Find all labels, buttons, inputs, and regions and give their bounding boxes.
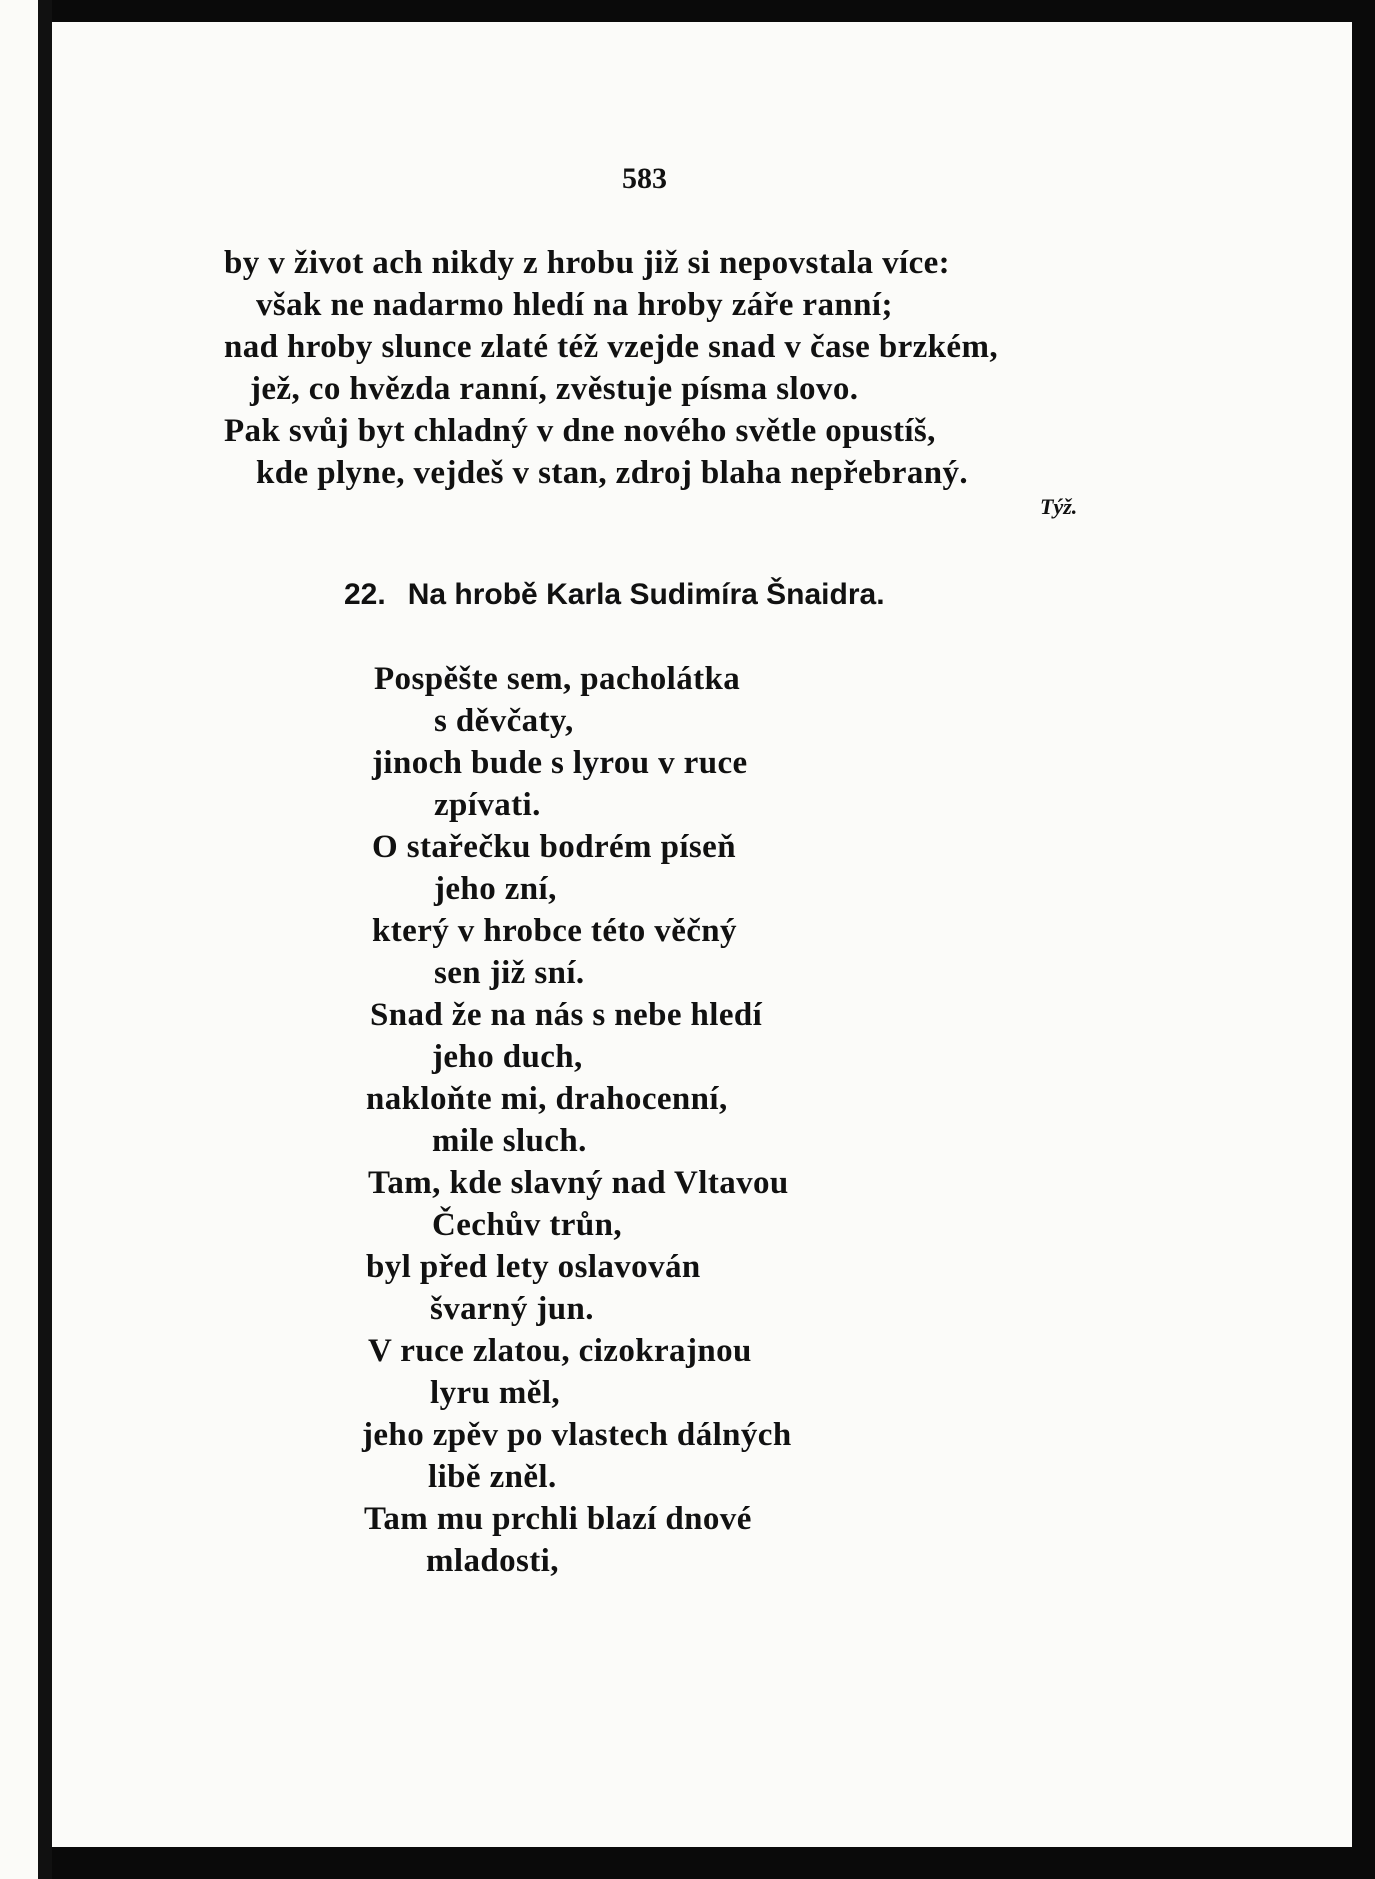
verse-line: jež, co hvězda ranní, zvěstuje písma slovo. (250, 371, 859, 407)
verse-line: kde plyne, vejdeš v stan, zdroj blaha nepřebraný. (256, 455, 969, 491)
verse-line: Snad že na nás s nebe hledí (370, 997, 763, 1033)
verse-line: libě zněl. (428, 1459, 557, 1495)
verse-line: O stařečku bodrém píseň (372, 829, 736, 865)
verse-line: však ne nadarmo hledí na hroby záře ranní; (256, 287, 893, 323)
verse-line: by v život ach nikdy z hrobu již si nepovstala více: (224, 245, 951, 281)
verse-line: zpívati. (434, 787, 541, 823)
poem-number: 22. (344, 578, 386, 611)
verse-line: nakloňte mi, drahocenní, (366, 1081, 728, 1117)
verse-line: nad hroby slunce zlaté též vzejde snad v čase brzkém, (224, 329, 999, 365)
verse-line: mile sluch. (432, 1123, 587, 1159)
verse-line: který v hrobce této věčný (372, 913, 737, 949)
verse-line: švarný jun. (430, 1291, 594, 1327)
poem-heading (344, 578, 885, 612)
verse-line: sen již sní. (434, 955, 585, 991)
verse-line: s děvčaty, (434, 703, 574, 739)
verse-line: Tam, kde slavný nad Vltavou (368, 1165, 789, 1201)
scan-border (38, 0, 52, 1879)
verse-line: jeho zní, (434, 871, 557, 907)
verse-line: Tam mu prchli blazí dnové (364, 1501, 752, 1537)
author-signature: Týž. (1040, 494, 1078, 519)
verse-line: jeho duch, (432, 1039, 583, 1075)
verse-line: jeho zpěv po vlastech dálných (362, 1417, 792, 1453)
verse-line: jinoch bude s lyrou v ruce (372, 745, 748, 781)
verse-line: V ruce zlatou, cizokrajnou (368, 1333, 752, 1369)
verse-line: lyru měl, (430, 1375, 561, 1411)
verse-line: mladosti, (426, 1543, 559, 1579)
page-number: 583 (622, 162, 667, 195)
scan-margin (0, 0, 38, 1879)
verse-line: Čechův trůn, (432, 1207, 622, 1243)
verse-line: byl před lety oslavován (366, 1249, 701, 1285)
verse-line: Pak svůj byt chladný v dne nového světle opustíš, (224, 413, 936, 449)
poem-title: Na hrobě Karla Sudimíra Šnaidra. (407, 578, 885, 611)
verse-line: Pospěšte sem, pacholátka (374, 661, 741, 697)
